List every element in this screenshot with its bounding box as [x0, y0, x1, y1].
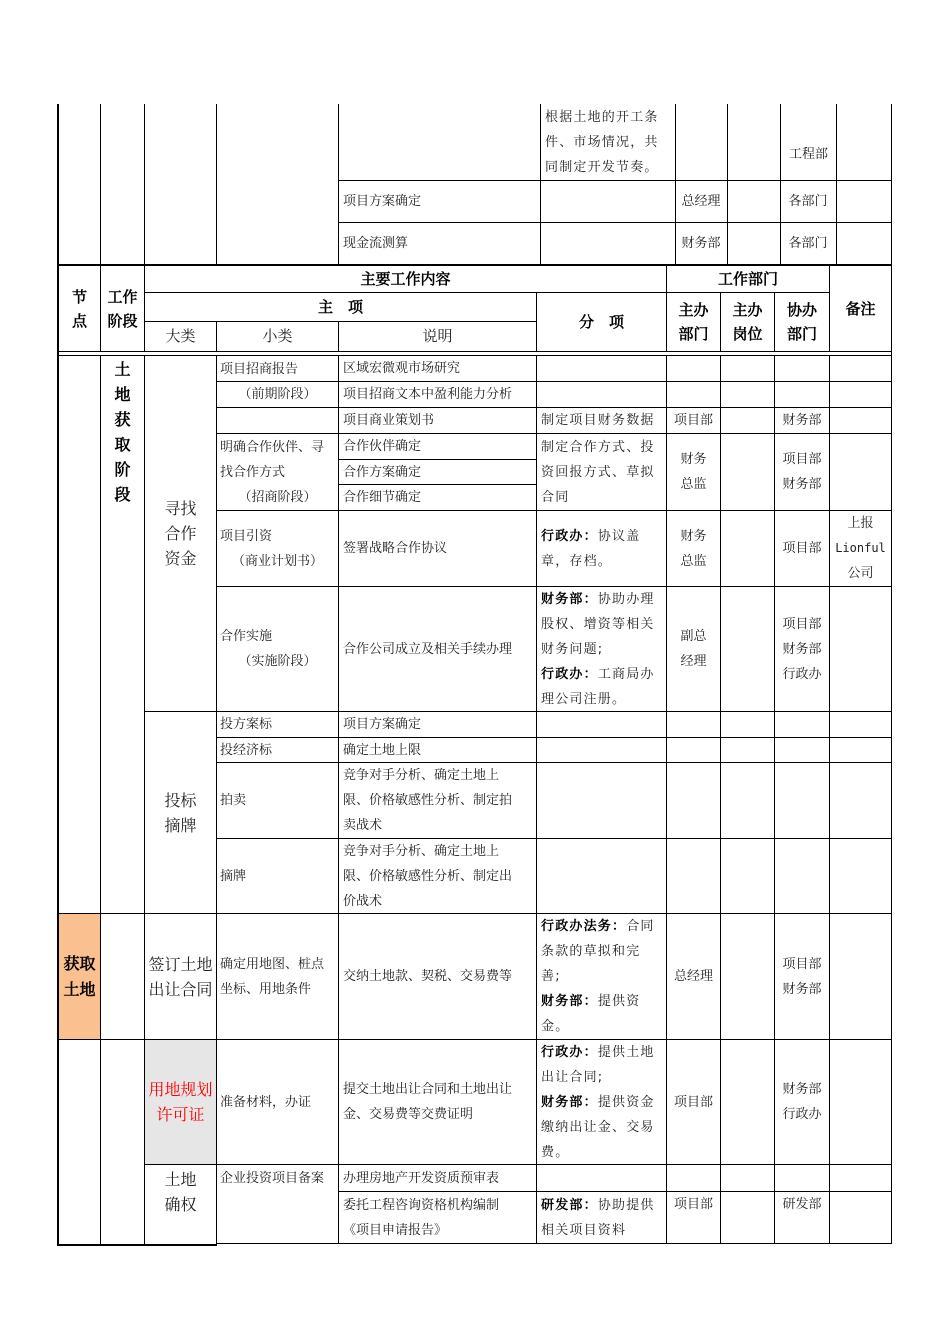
desc-plan-book: 项目商业策划书: [343, 413, 435, 428]
category-land-right: 土地 确权: [164, 1170, 197, 1214]
vline: [338, 104, 339, 265]
desc-submit: 提交土地出让合同和土地出让 金、交易费等交费证明: [343, 1082, 513, 1122]
sub-listing: 摘牌: [220, 868, 247, 884]
assist-proj-fin: 项目部 财务部: [782, 452, 822, 492]
border-right: [891, 104, 892, 1244]
header-main-item: 主 项: [317, 298, 363, 316]
subitem-coop: 制定合作方式、投 资回报方式、草拟 合同: [541, 439, 655, 505]
category-contract: 签订土地 出让合同: [148, 954, 213, 999]
desc-listing: 竞争对手分析、确定土地上 限、价格敏感性分析、制定出 价战术: [343, 843, 513, 909]
desc-pay: 交纳土地款、契税、交易费等: [343, 969, 513, 984]
vline: [836, 104, 837, 265]
vline: [338, 355, 339, 1244]
vline: [100, 104, 101, 265]
header-lead-post: 主办 岗位: [732, 301, 763, 343]
top-assist: 各部门: [788, 194, 828, 209]
category-bidding: 投标 摘牌: [164, 790, 197, 835]
lead-cfo: 财务 总监: [680, 528, 707, 569]
desc-upper-limit: 确定土地上限: [343, 742, 422, 758]
lead-project: 项目部: [673, 413, 713, 428]
subitem-admin-seal: 行政办：协议盖 章，存档。: [541, 528, 641, 569]
vline: [720, 355, 721, 1244]
lead-cfo: 财务 总监: [680, 452, 707, 492]
header-departments: 工作部门: [717, 270, 778, 288]
remark-lionful: 上报 Lionful 公司: [835, 516, 886, 581]
desc-agreement: 签署战略合作协议: [343, 541, 448, 556]
assist-fin-admin: 财务部 行政办: [782, 1082, 822, 1122]
subitem-finance-data: 制定项目财务数据: [541, 413, 655, 428]
hline: [216, 1243, 892, 1244]
assist-finance: 财务部: [782, 413, 822, 428]
sub-bid-report: 项目招商报告 （前期阶段）: [220, 361, 317, 402]
sub-contract: 确定用地图、桩点 坐标、用地条件: [220, 956, 325, 997]
desc-consult: 委托工程咨询资格机构编制 《项目申请报告》: [343, 1197, 500, 1238]
desc-auction: 竞争对手分析、确定土地上 限、价格敏感性分析、制定拍 卖战术: [343, 768, 513, 833]
sub-partner: 明确合作伙伴、寻 找合作方式 （招商阶段）: [220, 439, 325, 505]
header-subcategory: 小类: [262, 327, 293, 345]
header-category: 大类: [165, 327, 196, 345]
desc-partner-confirm: 合作伙伴确定: [343, 439, 422, 454]
top-desc: 项目方案确定: [343, 194, 422, 209]
header-bottom-border: [57, 351, 892, 352]
top-sub-item: 根据土地的开工条 件、市场情况，共 同制定开发节奏。: [545, 109, 659, 175]
header-description: 说明: [422, 327, 453, 345]
sub-auction: 拍卖: [220, 793, 247, 808]
sub-implement: 合作实施 （实施阶段）: [220, 629, 317, 669]
top-lead: 总经理: [681, 194, 721, 209]
header-lead-dept: 主办 部门: [678, 301, 709, 343]
header-main-content: 主要工作内容: [360, 270, 451, 288]
vline: [144, 104, 145, 265]
lead-project: 项目部: [673, 1197, 713, 1212]
assist-proj-fin: 项目部 财务部: [782, 956, 822, 997]
vline: [727, 104, 728, 265]
vline: [216, 104, 217, 265]
desc-scheme-confirm: 合作方案确定: [343, 464, 422, 480]
assist-proj-fin-admin: 项目部 财务部 行政办: [782, 616, 822, 682]
assist-project: 项目部: [782, 541, 822, 556]
category-find-capital: 寻找 合作 资金: [164, 499, 197, 568]
subitem-permit: 行政办：提供土地 出让合同; 财务部：提供资金 缴纳出让金、交易 费。: [541, 1044, 655, 1160]
header-sub-item: 分 项: [578, 313, 624, 331]
header-node: 节 点: [71, 287, 87, 330]
lead-project: 项目部: [673, 1094, 713, 1110]
stage-label: 土 地 获 取 阶 段: [114, 360, 131, 504]
desc-profit: 项目招商文本中盈利能力分析: [343, 387, 513, 402]
vline: [829, 355, 830, 1244]
top-desc: 现金流测算: [343, 236, 409, 251]
lead-gm: 总经理: [673, 969, 713, 984]
node-label: 获取 土地: [63, 953, 96, 999]
header-remarks: 备注: [845, 299, 876, 318]
sub-introduce: 项目引资 （商业计划书）: [220, 528, 323, 569]
subitem-rnd: 研发部：协助提供 相关项目资料: [541, 1197, 655, 1238]
desc-macro: 区域宏微观市场研究: [343, 361, 461, 376]
subitem-implement: 财务部：协助办理 股权、增资等相关 财务问题; 行政办：工商局办 理公司注册。: [541, 591, 655, 707]
lead-deputy: 副总 经理: [680, 629, 707, 669]
assist-rnd: 研发部: [782, 1197, 822, 1212]
sub-plan-bid: 投方案标: [220, 717, 273, 732]
header-stage: 工作 阶段: [107, 287, 138, 330]
sub-prepare: 准备材料，办证: [220, 1094, 312, 1110]
top-assist: 各部门: [788, 236, 828, 251]
vline: [536, 355, 537, 1244]
desc-company-setup: 合作公司成立及相关手续办理: [343, 641, 513, 657]
desc-scheme: 项目方案确定: [343, 717, 422, 732]
header-assist-dept: 协办 部门: [786, 301, 817, 343]
desc-detail-confirm: 合作细节确定: [343, 490, 422, 505]
sub-econ-bid: 投经济标: [220, 742, 273, 758]
top-assist: 工程部: [788, 147, 828, 162]
sub-filing: 企业投资项目备案: [220, 1170, 325, 1186]
subitem-contract: 行政办法务：合同 条款的草拟和完 善; 财务部：提供资 金。: [541, 919, 655, 1034]
vline: [540, 104, 541, 265]
desc-qualification: 办理房地产开发资质预审表: [343, 1170, 500, 1186]
category-planning-permit: 用地规划 许可证: [148, 1080, 213, 1124]
top-lead: 财务部: [681, 236, 721, 251]
